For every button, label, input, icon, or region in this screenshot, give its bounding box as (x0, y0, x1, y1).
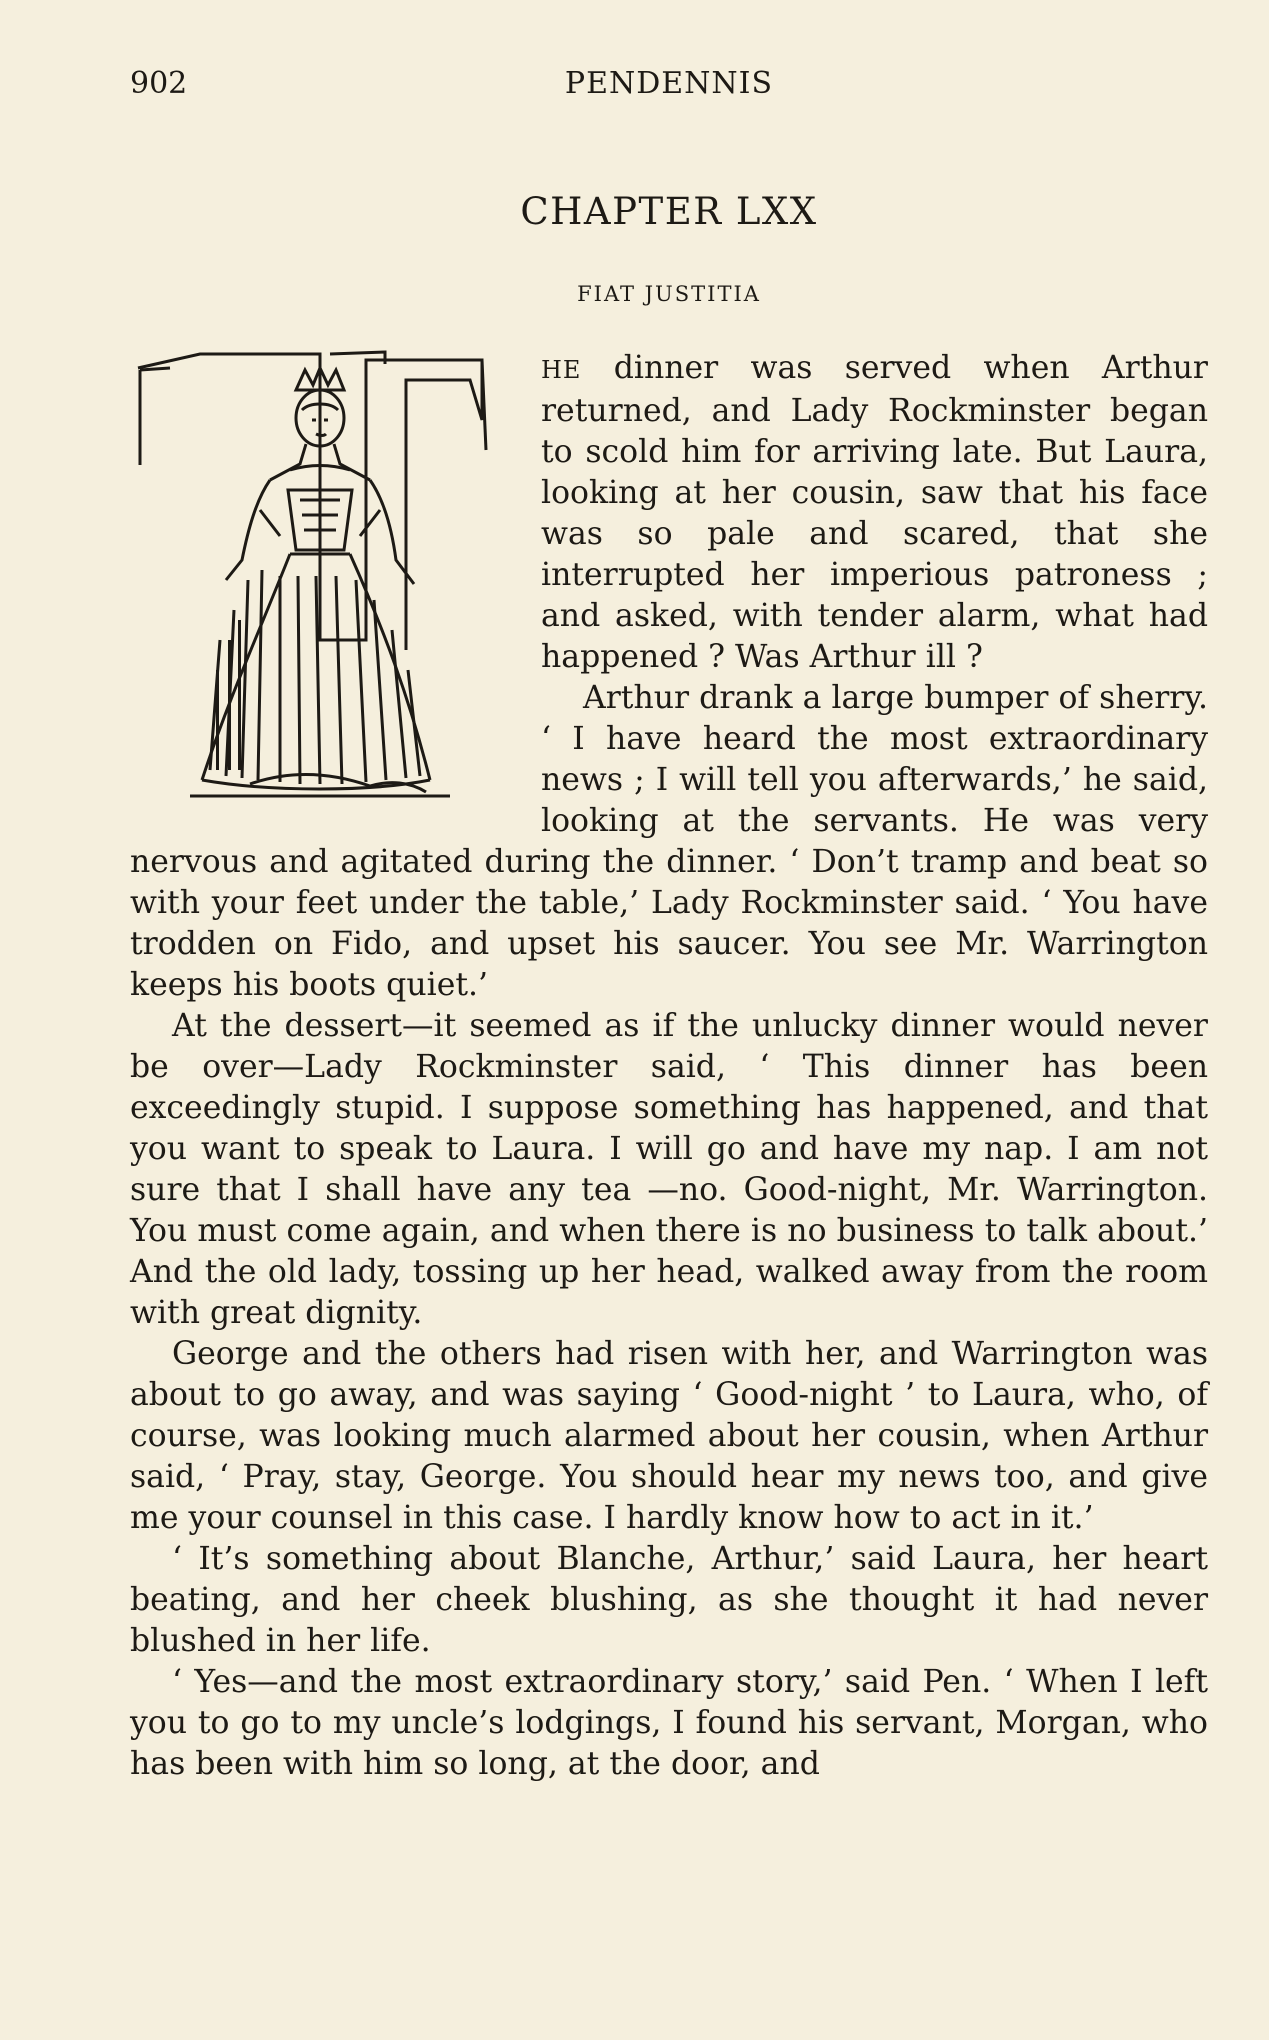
chapter-body (130, 348, 1208, 1785)
chapter-title: CHAPTER LXX (520, 190, 818, 233)
running-head (130, 66, 1208, 106)
decorated-initial (130, 340, 525, 804)
paragraph: Arthur drank a large bumper of sherry. ‘ I have heard the most extraordinary news ; I will tell you afterwards,’ he said, looking at the servants. He was very nervous and agitated during the dinner. ‘ Don’t tramp and beat so with your feet under the table,’ Lady Rockminster said. ‘ You have trodden on Fido, and upset his saucer. You see Mr. Warrington keeps his boots quiet.’ (130, 680, 1208, 1003)
paragraph-text: dinner was served when Arthur returned, and Lady Rockminster began to scold him for arriving late. But Laura, looking at her cousin, saw that his face was so pale and scared, that she interrupted her imperious patroness ; and asked, with tender alarm, what had happened ? Was Arthur ill ? (541, 350, 1208, 675)
paragraph: ‘ It’s something about Blanche, Arthur,’ said Laura, her heart beating, and her cheek blushing, as she thought it had never blushed in her life. (130, 1541, 1208, 1659)
running-title: PENDENNIS (564, 66, 774, 101)
chapter-subtitle: FIAT JUSTITIA (577, 282, 761, 306)
paragraph: At the dessert—it seemed as if the unlucky dinner would never be over—Lady Rockminster said, ‘ This dinner has been exceedingly stupid. I suppose something has happened, and that you want to speak to Laura. I will go and have my nap. I am not sure that I shall have any tea —no. Good-night, Mr. Warrington. You must come again, and when there is no business to talk about.’ And the old lady, tossing up her head, walked away from the room with great dignity. (130, 1008, 1208, 1331)
paragraph: ‘ Yes—and the most extraordinary story,’ said Pen. ‘ When I left you to go to my uncle’s lodgings, I found his servant, Morgan, who has been with him so long, at the door, and (130, 1664, 1208, 1782)
page-number: 902 (130, 66, 188, 101)
paragraph: George and the others had risen with her, and Warrington was about to go away, and was saying ‘ Good-night ’ to Laura, who, of course, was looking much alarmed about her cousin, when Arthur said, ‘ Pray, stay, George. You should hear my news too, and give me your counsel in this case. I hardly know how to act in it.’ (130, 1336, 1208, 1536)
initial-lead-word: HE (541, 356, 582, 384)
queen-figure-initial-icon (130, 340, 525, 804)
